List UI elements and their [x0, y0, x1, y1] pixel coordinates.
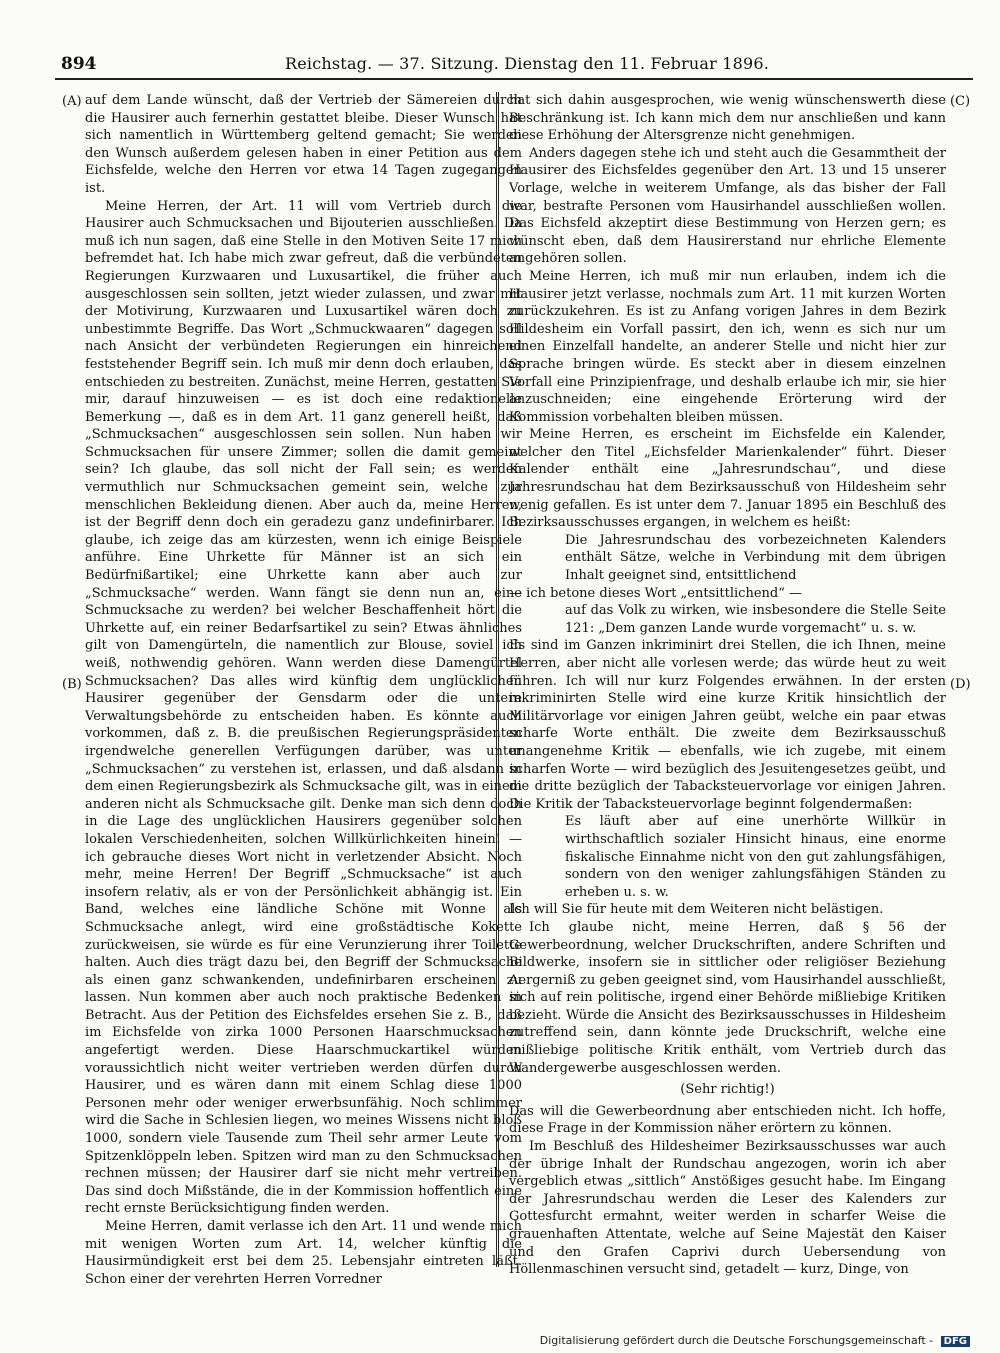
page-number: 894 [61, 54, 97, 74]
right-column [509, 92, 946, 1278]
quotation: Es läuft aber auf eine unerhörte Willkür in wirthschaftlich sozialer Hinsicht hinaus, eine enorme fiskalische Einnahme nicht von den gut zahlungsfähigen, sondern von den weniger zahlungsfähigen Ständen zu erheben u. s. w. [565, 814, 946, 900]
margin-marker-a: (A) [62, 94, 82, 109]
margin-marker-d: (D) [950, 677, 971, 692]
footer [540, 1334, 970, 1347]
column-divider [496, 92, 499, 1267]
paragraph: Im Beschluß des Hildesheimer Bezirksausschusses war auch der übrige Inhalt der Rundschau angezogen, worin ich aber vergeblich etwas „sittlich“ Anstößiges gesucht habe. Im Eingang der Jahresrundschau werden die Leser des Kalenders zur Gottesfurcht ermahnt, weiter werden in scharfer Weise die grauenhaften Attentate, welche auf Seine Majestät den Kaiser und den Grafen Caprivi durch Uebersendung von Höllenmaschinen versucht sind, getadelt — kurz, Dinge, von [509, 1139, 946, 1278]
paragraph: hat sich dahin ausgesprochen, wie wenig wünschenswerth diese Beschränkung ist. Ich kann mich dem nur anschließen und kann diese Erhöhung der Altersgrenze nicht genehmigen. [509, 93, 946, 144]
paragraph: Meine Herren, damit verlasse ich den Art. 11 und wende mich mit wenigen Worten zum Art. 14, welcher künftig die Hausirmündigkeit erst bei dem 25. Lebensjahr eintreten läßt. Schon einer der verehrten Herren Vorredner [85, 1219, 522, 1287]
paragraph: Meine Herren, es erscheint im Eichsfelde ein Kalender, welcher den Titel „Eichsfelder Marienkalender“ führt. Dieser Kalender enthält eine „Jahresrundschau“, und diese Jahresrundschau hat dem Bezirksausschuß von Hildesheim sehr wenig gefallen. Es ist unter dem 7. Januar 1895 ein Beschluß des Bezirksausschusses ergangen, in welchem es heißt: [509, 427, 946, 531]
dfg-logo: DFG [941, 1336, 970, 1347]
quotation: auf das Volk zu wirken, wie insbesondere die Stelle Seite 121: „Dem ganzen Lande wurde vorgemacht“ u. s. w. [565, 603, 946, 636]
paragraph: Meine Herren, ich muß mir nun erlauben, indem ich die Hausirer jetzt verlasse, nochmals zum Art. 11 mit kurzen Worten zurückzukehren. Es ist zu Anfang vorigen Jahres in dem Bezirk Hildesheim ein Vorfall passirt, den ich, wenn es sich nur um einen Einzelfall handelte, an anderer Stelle und nicht hier zur Sprache bringen würde. Es steckt aber in diesem einzelnen Vorfall eine Prinzipienfrage, und deshalb erlaube ich mir, sie hier anzuschneiden; eine eingehende Erörterung wird der Kommission vorbehalten bleiben müssen. [509, 268, 946, 425]
quotation: Die Jahresrundschau des vorbezeichneten Kalenders enthält Sätze, welche in Verbindung mit dem übrigen Inhalt geeignet sind, entsittlichend [565, 532, 946, 584]
margin-marker-c: (C) [950, 94, 971, 109]
running-title: Reichstag. — 37. Sitzung. Dienstag den 11. Februar 1896. [285, 54, 770, 73]
left-column [85, 92, 522, 1287]
interjection: (Sehr richtig!) [680, 1082, 775, 1098]
margin-marker-b: (B) [62, 677, 82, 692]
paragraph: Meine Herren, der Art. 11 will vom Vertrieb durch die Hausirer auch Schmucksachen und Bijouterien ausschließen. Da muß ich nun sagen, daß eine Stelle in den Motiven Seite 17 mich befremdet hat. Ich habe mich zwar gefreut, daß die verbündeten Regierungen Kurzwaaren und Luxusartikel, die früher auch ausgeschlossen sein sollten, jetzt wieder zulassen, und zwar mit der Motivirung, Kurzwaaren und Luxusartikel wären doch zu unbestimmte Begriffe. Das Wort „Schmuckwaaren“ dagegen soll nach Ansicht der verbündeten Regierungen ein hinreichend feststehender Begriff sein. Ich muß mir denn doch erlauben, das entschieden zu bestreiten. Zunächst, meine Herren, gestatten Sie mir, darauf hinzuweisen — es ist doch eine redaktionelle Bemerkung —, daß es in dem Art. 11 ganz generell heißt, daß „Schmucksachen“ ausgeschlossen sein sollen. Nun haben wir Schmucksachen für unsere Zimmer; sollen die damit gemeint sein? Ich glaube, das soll nicht der Fall sein; es werden vermuthlich nur Schmucksachen gemeint sein, welche zur menschlichen Bekleidung dienen. Aber auch da, meine Herren, ist der Begriff denn doch ein geradezu ganz undefinirbarer. Ich glaube, ich zeige das am kürzesten, wenn ich einige Beispiele anführe. Eine Uhrkette für Männer ist an sich ein Bedürfnißartikel; eine Uhrkette kann aber auch zur „Schmucksache“ werden. Wann fängt sie denn nun an, eine Schmucksache zu werden? bei welcher Beschaffenheit hört die Uhrkette auf, ein reiner Bedarfsartikel zu sein? Etwas ähnliches gilt von Damengürteln, die namentlich zur Blouse, soviel ich weiß, nothwendig gehören. Wann werden diese Damengürtel Schmucksachen? Das alles wird künftig dem unglücklichen Hausirer gegenüber der Gensdarm oder die untere Verwaltungsbehörde zu entscheiden haben. Es könnte auch vorkommen, daß z. B. die preußischen Regierungspräsidenten irgendwelche generellen Verfügungen darüber, was unter „Schmucksachen“ zu verstehen ist, erlassen, und daß alsdann in dem einen Regierungsbezirk als Schmucksache gilt, was in einem anderen nicht als Schmucksache gilt. Denke man sich denn doch in die Lage des unglücklichen Hausirers gegenüber solchen lokalen Verschiedenheiten, solchen Willkürlichkeiten hinein! — ich gebrauche dieses Wort nicht in verletzender Absicht. Noch mehr, meine Herren! Der Begriff „Schmucksache“ ist auch insofern relativ, als er von der Persönlichkeit abhängig ist. Ein Band, welches eine ländliche Schöne mit Wonne als Schmucksache anlegt, wird eine großstädtische Kokette zurückweisen, sie würde es für eine Verunzierung ihrer Toilette halten. Auch dies trägt dazu bei, den Begriff der Schmucksache als einen ganz schwankenden, undefinirbaren erscheinen zu lassen. Nun kommen aber auch noch praktische Bedenken in Betracht. Aus der Petition des Eichsfeldes ersehen Sie z. B., daß im Eichsfelde von zirka 1000 Personen Haarschmucksachen angefertigt werden. Diese Haarschmuckartikel würden voraussichtlich nicht weiter vertrieben werden dürfen durch Hausirer, und es wären dann mit einem Schlag diese 1000 Personen mehr oder weniger erwerbsunfähig. Noch schlimmer wird die Sache in Schlesien liegen, wo meines Wissens nicht bloß 1000, sondern viele Tausende zum Theil sehr armer Leute vom Spitzenklöppeln leben. Spitzen wird man zu den Schmucksachen rechnen müssen; der Hausirer darf sie nicht mehr vertreiben. Das sind doch Mißstände, die in der Kommission hoffentlich eine recht ernste Berücksichtigung finden werden. [85, 198, 522, 1217]
paragraph: Es sind im Ganzen inkriminirt drei Stellen, die ich Ihnen, meine Herren, aber nicht alle vorlesen werde; das würde heut zu weit führen. Ich will nur kurz Folgendes erwähnen. In der ersten inkriminirten Stelle wird eine kurze Kritik hinsichtlich der Militärvorlage vor einigen Jahren geübt, welche ein paar etwas scharfe Worte enthält. Die zweite dem Bezirksausschuß unangenehme Kritik — ebenfalls, wie ich zugebe, mit einem scharfen Worte — wird bezüglich des Jesuitengesetzes geübt, und die dritte bezüglich der Tabacksteuervorlage vor einigen Jahren. Die Kritik der Tabacksteuervorlage beginnt folgendermaßen: [509, 638, 946, 812]
page-header [55, 50, 973, 80]
paragraph: — ich betone dieses Wort „entsittlichend“ — [509, 585, 802, 601]
paragraph: Ich will Sie für heute mit dem Weiteren nicht belästigen. [509, 902, 884, 918]
footer-text: Digitalisierung gefördert durch die Deutsche Forschungsgemeinschaft - [539, 1334, 934, 1347]
paragraph: Das will die Gewerbeordnung aber entschieden nicht. Ich hoffe, diese Frage in der Kommission näher erörtern zu können. [509, 1103, 946, 1137]
paragraph: Ich glaube nicht, meine Herren, daß § 56 der Gewerbeordnung, welcher Druckschriften, andere Schriften und Bildwerke, insofern sie in sittlicher oder religiöser Beziehung Aergerniß zu geben geeignet sind, vom Hausirhandel ausschließt, sich auf rein politische, irgend einer Behörde mißliebige Kritiken bezieht. Würde die Ansicht des Bezirksausschusses in Hildesheim zutreffend sein, dann könnte jede Druckschrift, welche eine mißliebige politische Kritik enthält, vom Vertrieb durch das Wandergewerbe ausgeschlossen werden. [509, 919, 946, 1076]
paragraph: Anders dagegen stehe ich und steht auch die Gesammtheit der Hausirer des Eichsfeldes gegenüber den Art. 13 und 15 unserer Vorlage, welche in weiterem Umfange, als das bisher der Fall war, bestrafte Personen vom Hausirhandel ausschließen wollen. Das Eichsfeld akzeptirt diese Bestimmung von Herzen gern; es wünscht eben, daß dem Hausirerstand nur ehrliche Elemente angehören sollen. [509, 145, 946, 267]
paragraph: auf dem Lande wünscht, daß der Vertrieb der Sämereien durch die Hausirer auch fernerhin gestattet bleibe. Dieser Wunsch hat sich namentlich in Württemberg geltend gemacht; Sie werden den Wunsch außerdem gelesen haben in einer Petition aus dem Eichsfelde, welche den Herren vor etwa 14 Tagen zugegangen ist. [85, 93, 522, 196]
